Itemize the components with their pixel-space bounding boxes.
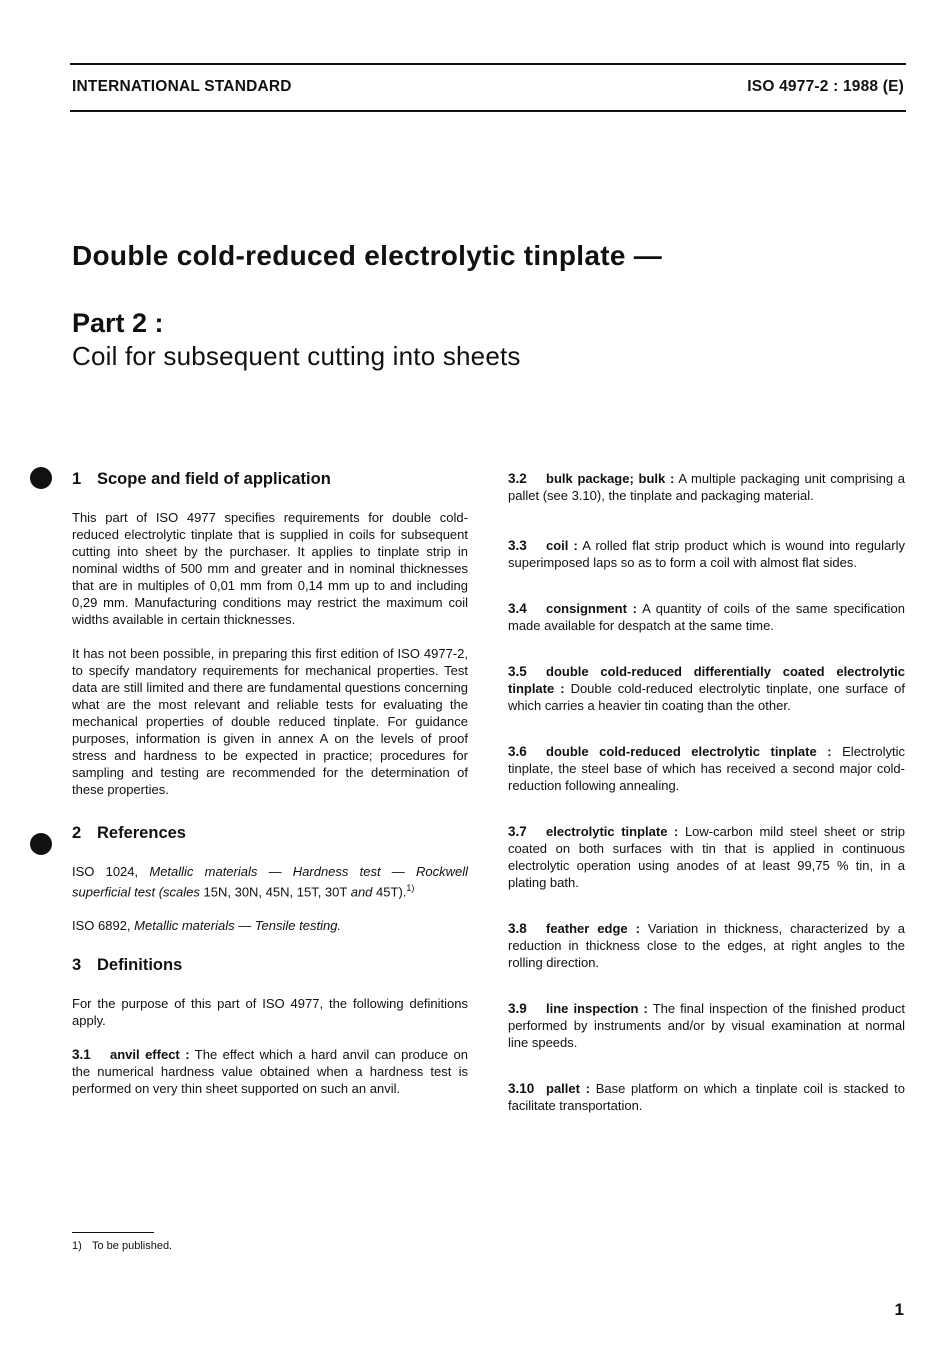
scope-paragraph-2: It has not been possible, in preparing this first edition of ISO 4977-2, to specify mandatory requirements for mechanical properties. Test data are still limited and there are fundamental questions concerning what are the most relevant and reliable tests for evaluating the mechanical properties of double reduced tinplate. For guidance purposes, information is given in annex A on the levels of proof stress and hardness to be expected in practice; procedures for sampling and testing are recommended for the determination of these properties.	[72, 646, 468, 797]
definition-item: 3.10 pallet : Base platform on which a tinplate coil is stacked to facilitate transportation.	[508, 1081, 905, 1113]
document-subtitle: Coil for subsequent cutting into sheets	[72, 341, 521, 371]
definitions-intro: For the purpose of this part of ISO 4977, the following definitions apply.	[72, 996, 468, 1029]
reference-iso-6892: ISO 6892, Metallic materials — Tensile testing.	[72, 918, 342, 934]
margin-bullet-icon	[30, 833, 52, 855]
footnote-ref: 1)	[406, 883, 415, 893]
page-number: 1	[894, 1300, 904, 1319]
definition-item: 3.6 double cold-reduced electrolytic tinplate : Electrolytic tinplate, the steel base of which has received a second major cold-reduction following annealing.	[508, 744, 905, 793]
footnote-rule	[72, 1232, 154, 1233]
definition-item: 3.2 bulk package; bulk : A multiple packaging unit comprising a pallet (see 3.10), the tinplate and packaging material.	[508, 471, 905, 503]
part-label: Part 2 :	[72, 308, 164, 338]
definition-item: 3.7 electrolytic tinplate : Low-carbon mild steel sheet or strip coated on both surfaces with tin that is applied in continuous electrolytic operation using anodes of at least 99,75 % tin, in a plating bath.	[508, 824, 905, 890]
header-doc-number: ISO 4977-2 : 1988 (E)	[747, 78, 904, 95]
top-rule	[70, 63, 906, 65]
footnote: 1) To be published.	[72, 1240, 173, 1252]
section-heading: 2 References	[72, 824, 186, 842]
header-rule	[70, 110, 906, 112]
definition-item: 3.3 coil : A rolled flat strip product which is wound into regularly superimposed laps so as to form a coil with almost flat sides.	[508, 538, 906, 570]
margin-bullet-icon	[30, 467, 52, 489]
right-column	[508, 470, 905, 1114]
definition-item: 3.4 consignment : A quantity of coils of the same specification made available for despatch at the same time.	[508, 601, 906, 633]
reference-iso-1024: ISO 1024, Metallic materials — Hardness test — Rockwell superficial test (scales 15N, 30N, 45N, 15T, 30T and 45T).$^{1)}$	[72, 864, 468, 900]
left-column	[72, 470, 468, 1097]
scope-paragraph-1: This part of ISO 4977 specifies requirements for double cold-reduced electrolytic tinplate that is supplied in coils for subsequent cutting into sheet by the purchaser. It applies to tinplate strip in nominal widths of 500 mm and greater and in nominal thicknesses that are in multiples of 0,01 mm from 0,14 mm up to and including 0,29 mm. Manufacturing conditions may restrict the maximum coil widths available in certain thicknesses.	[72, 510, 468, 627]
definition-item: 3.8 feather edge : Variation in thickness, characterized by a reduction in thickness close to the edges, at right angles to the rolling direction.	[508, 921, 905, 970]
definition-item: 3.1 anvil effect : The effect which a hard anvil can produce on the numerical hardness value obtained when a hardness test is performed on very thin sheet supported on such an anvil.	[72, 1047, 468, 1097]
definition-item: 3.9 line inspection : The final inspection of the finished product performed by instruments and/or by visual examination at normal line speeds.	[508, 1001, 905, 1050]
header-standard-label: INTERNATIONAL STANDARD	[72, 78, 292, 95]
section-heading: 1 Scope and field of application	[72, 470, 331, 488]
section-heading: 3 Definitions	[72, 956, 183, 975]
definition-item: 3.5 double cold-reduced differentially coated electrolytic tinplate : Double cold-reduced electrolytic tinplate, one surface of which carries a heavier tin coating than the other.	[508, 664, 905, 713]
document-title: Double cold-reduced electrolytic tinplate —	[72, 240, 663, 271]
